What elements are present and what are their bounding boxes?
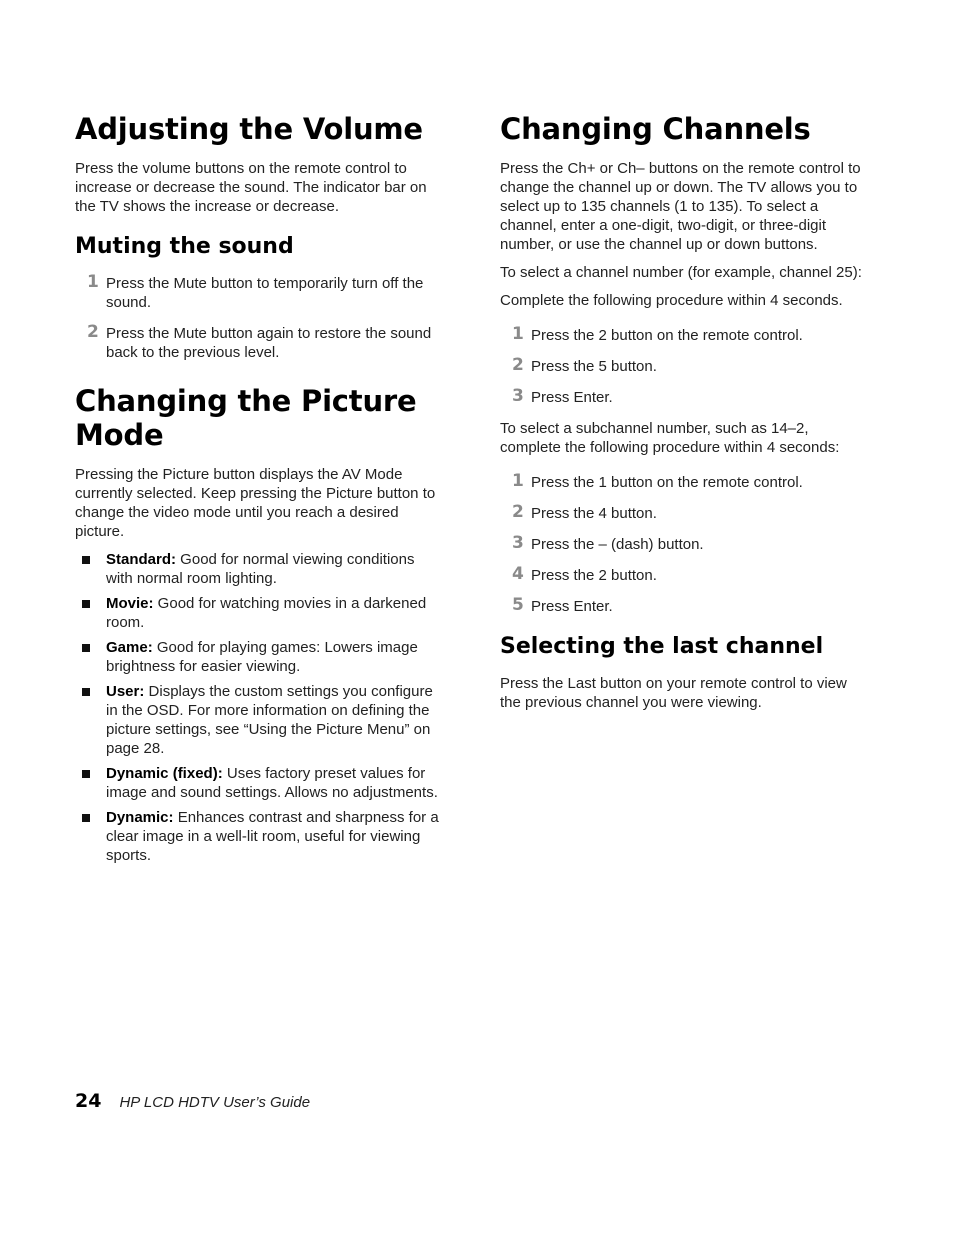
- step-text: Press Enter.: [531, 389, 613, 406]
- mode-term: User:: [106, 683, 145, 700]
- heading-selecting-last-channel: Selecting the last channel: [500, 634, 824, 659]
- left-column: [75, 112, 445, 873]
- subchannel-steps: [500, 473, 870, 616]
- square-bullet-icon: [82, 814, 90, 822]
- channel-step: [500, 326, 870, 345]
- picture-mode-item: [75, 808, 445, 865]
- step-number: 3: [512, 533, 524, 553]
- subchannel-step: [500, 597, 870, 616]
- heading-adjusting-volume: Adjusting the Volume: [75, 112, 423, 146]
- step-number: 5: [512, 595, 524, 615]
- channels-body: Press the Ch+ or Ch– buttons on the remote control to change the channel up or down. The TV allows you to select up to 135 channels (1 to 135). To select a channel, enter a one-digit, two-digit, or three-digit number, or use the channel up or down buttons.: [500, 160, 861, 253]
- mode-term: Dynamic (fixed):: [106, 765, 223, 782]
- muting-steps: [75, 274, 445, 362]
- page-number: 24: [75, 1090, 102, 1112]
- step-number: 4: [512, 564, 524, 584]
- volume-body: Press the volume buttons on the remote control to increase or decrease the sound. The indicator bar on the TV shows the increase or decrease.: [75, 160, 427, 215]
- mode-text: Enhances contrast and sharpness for a clear image in a well-lit room, useful for viewing sports.: [106, 809, 439, 864]
- step-number: 1: [87, 272, 99, 292]
- picture-mode-item: [75, 682, 445, 758]
- mode-text: Good for normal viewing conditions with normal room lighting.: [106, 551, 415, 587]
- step-number: 2: [87, 322, 99, 342]
- step-number: 2: [512, 502, 524, 522]
- picture-body: Pressing the Picture button displays the AV Mode currently selected. Keep pressing the Picture button to change the video mode until you reach a desired picture.: [75, 466, 436, 540]
- mode-term: Dynamic:: [106, 809, 174, 826]
- step-text: Press the 2 button.: [531, 567, 657, 584]
- mode-term: Game:: [106, 639, 153, 656]
- square-bullet-icon: [82, 556, 90, 564]
- step-text: Press the 2 button on the remote control.: [531, 327, 803, 344]
- mode-text: Good for playing games: Lowers image brightness for easier viewing.: [106, 639, 418, 675]
- mode-term: Standard:: [106, 551, 177, 568]
- subchannel-step: [500, 473, 870, 492]
- muting-step: [75, 274, 445, 312]
- subchannel-intro: To select a subchannel number, such as 14–2, complete the following procedure within 4 seconds:: [500, 420, 840, 456]
- square-bullet-icon: [82, 644, 90, 652]
- heading-changing-picture-mode: Changing the Picture Mode: [75, 384, 417, 452]
- muting-step: [75, 324, 445, 362]
- picture-mode-item: [75, 594, 445, 632]
- step-text: Press the Mute button to temporarily turn off the sound.: [106, 275, 424, 311]
- step-text: Press the 1 button on the remote control.: [531, 474, 803, 491]
- step-text: Press the – (dash) button.: [531, 536, 704, 553]
- guide-title: HP LCD HDTV User’s Guide: [119, 1094, 311, 1111]
- picture-mode-item: [75, 550, 445, 588]
- mode-text: Uses factory preset values for image and sound settings. Allows no adjustments.: [106, 765, 438, 801]
- picture-mode-item: [75, 638, 445, 676]
- channels-example-intro: To select a channel number (for example, channel 25):: [500, 264, 862, 281]
- right-column: [500, 112, 870, 721]
- mode-term: Movie:: [106, 595, 154, 612]
- subchannel-step: [500, 504, 870, 523]
- picture-mode-list: [75, 550, 445, 865]
- channel-steps: [500, 326, 870, 407]
- step-number: 1: [512, 471, 524, 491]
- mode-text: Good for watching movies in a darkened room.: [106, 595, 427, 631]
- square-bullet-icon: [82, 688, 90, 696]
- subchannel-step: [500, 535, 870, 554]
- step-number: 1: [512, 324, 524, 344]
- channel-step: [500, 357, 870, 376]
- step-number: 2: [512, 355, 524, 375]
- step-number: 3: [512, 386, 524, 406]
- page-footer: [75, 1090, 310, 1112]
- channel-step: [500, 388, 870, 407]
- step-text: Press the 5 button.: [531, 358, 657, 375]
- last-channel-body: Press the Last button on your remote control to view the previous channel you were viewing.: [500, 675, 847, 711]
- mode-text: Displays the custom settings you configure in the OSD. For more information on defining the picture settings, see “Using the Picture Menu” on page 28.: [106, 683, 433, 757]
- step-text: Press the 4 button.: [531, 505, 657, 522]
- square-bullet-icon: [82, 600, 90, 608]
- square-bullet-icon: [82, 770, 90, 778]
- subchannel-step: [500, 566, 870, 585]
- heading-changing-channels: Changing Channels: [500, 112, 811, 146]
- picture-mode-item: [75, 764, 445, 802]
- heading-muting-sound: Muting the sound: [75, 234, 294, 259]
- step-text: Press the Mute button again to restore the sound back to the previous level.: [106, 325, 432, 361]
- channels-time-note: Complete the following procedure within 4 seconds.: [500, 292, 843, 309]
- step-text: Press Enter.: [531, 598, 613, 615]
